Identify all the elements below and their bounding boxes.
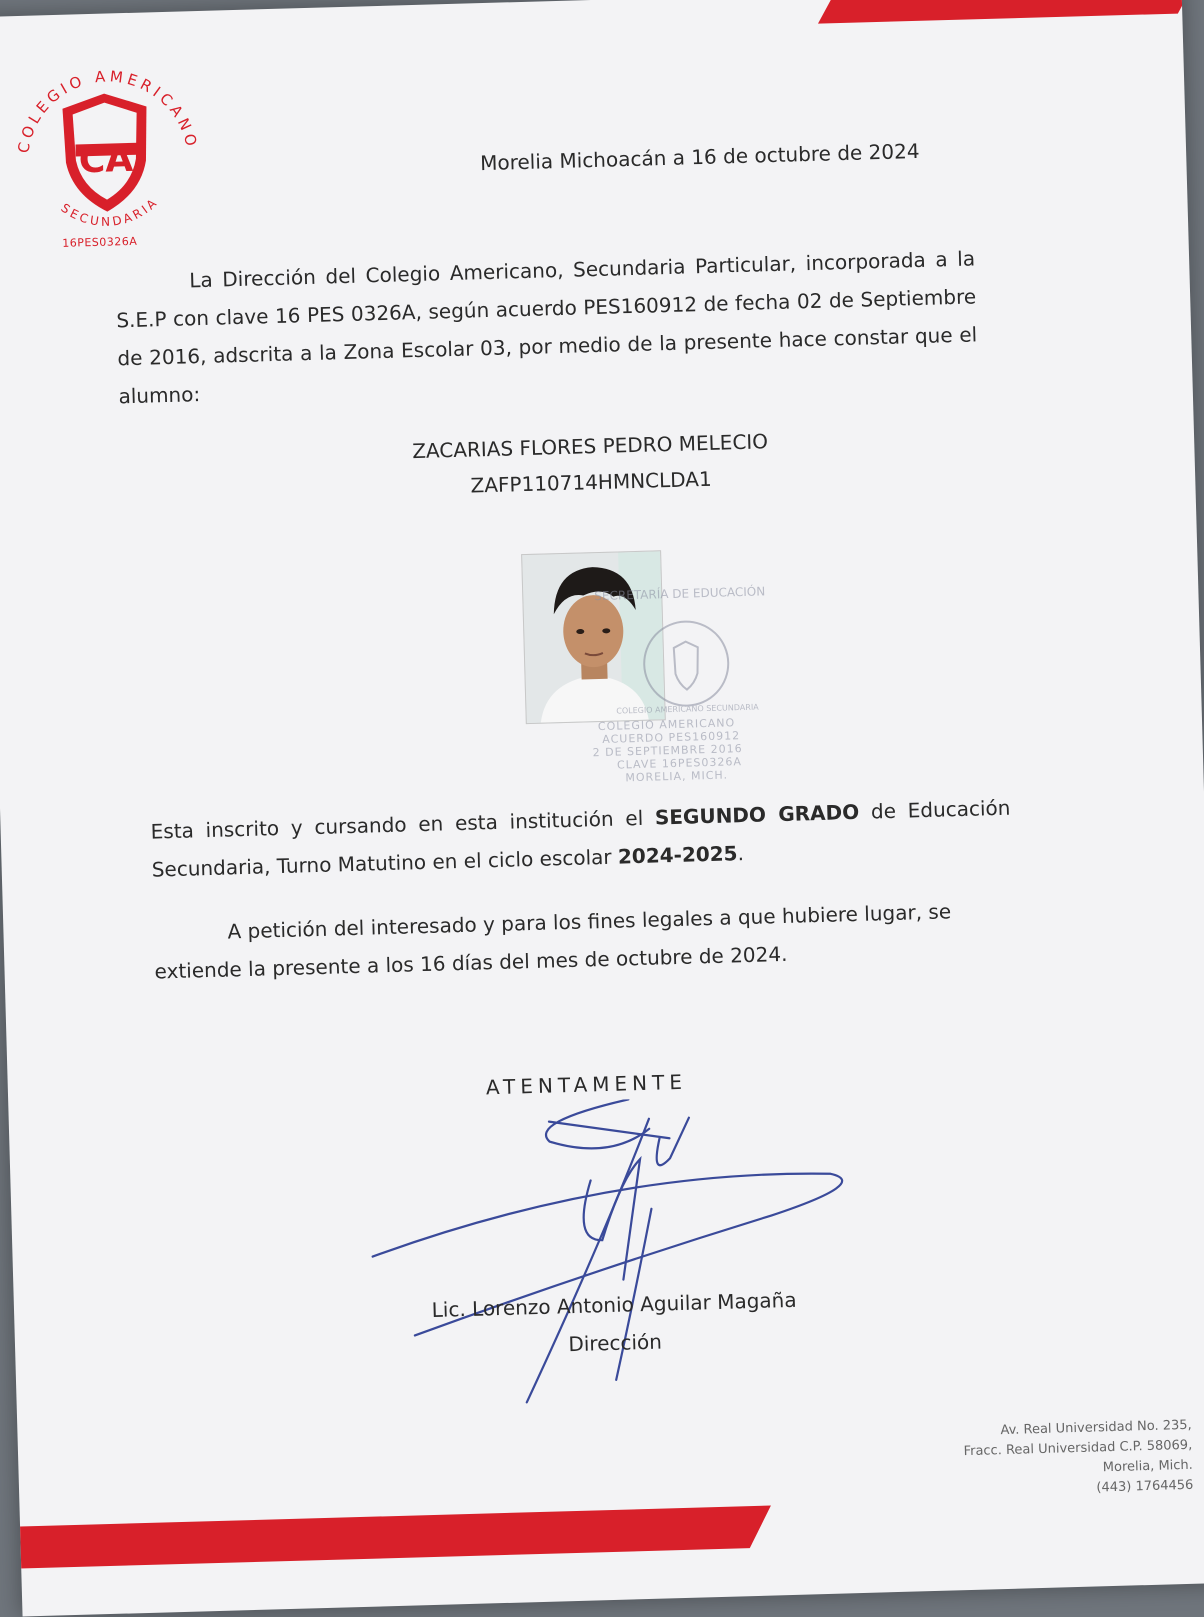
enrollment-paragraph <box>150 789 1012 889</box>
stamp-line: 2 DE SEPTIEMBRE 2016 <box>592 742 743 760</box>
signer-role: Dirección <box>568 1329 663 1357</box>
enrollment-text: . <box>737 841 745 866</box>
salutation: ATENTAMENTE <box>485 1069 688 1100</box>
stamp-center-text: COLEGIO AMERICANO SECUNDARIA <box>616 702 759 716</box>
official-stamp <box>574 580 819 787</box>
top-red-band <box>818 0 1204 24</box>
stamp-line: MORELIA, MICH. <box>625 768 729 785</box>
student-block <box>290 420 892 509</box>
address-line: Morelia, Mich. <box>1102 1457 1194 1476</box>
enrollment-cycle: 2024-2025 <box>617 841 738 869</box>
stamp-top-text: SECRETARÍA DE EDUCACIÓN <box>594 584 766 604</box>
stamp-line: COLEGIO AMERICANO <box>597 716 736 734</box>
closing-paragraph: A petición del interesado y para los fines legales a que hubiere lugar, se extiende la presente a los 16 días del mes de octubre de 2024. <box>154 899 952 984</box>
intro-paragraph: La Dirección del Colegio Americano, Secundaria Particular, incorporada a la S.E.P con clave 16 PES 0326A, según acuerdo PES160912 de fecha 02 de Septiembre de 2016, adscrita a la Zona Escolar 03, por medio de la presente hace constar que el alumno: <box>116 246 978 409</box>
date-line: Morelia Michoacán a 16 de octubre de 2024 <box>479 138 920 176</box>
footer-address <box>892 1416 1194 1504</box>
stamp-line: ACUERDO PES160912 <box>602 729 741 746</box>
signer-block <box>354 1279 876 1369</box>
student-curp: ZAFP110714HMNCLDA1 <box>470 466 712 498</box>
bottom-red-band <box>0 1506 771 1570</box>
logo-monogram: CA <box>78 138 134 182</box>
address-line: Av. Real Universidad No. 235, <box>1000 1417 1192 1439</box>
address-line: Fracc. Real Universidad C.P. 58069, <box>963 1437 1193 1460</box>
school-logo <box>3 51 208 247</box>
stamp-line: CLAVE 16PES0326A <box>616 755 743 772</box>
phone-line: (443) 1764456 <box>1096 1477 1194 1496</box>
handwritten-signature <box>348 1093 877 1427</box>
logo-arc-top-text: COLEGIO AMERICANO <box>14 67 202 155</box>
enrollment-grade: SEGUNDO GRADO <box>654 799 860 830</box>
enrollment-text: Esta inscrito y cursando en esta institución el <box>150 805 656 844</box>
enrollment-text: de Educación Secundaria, Turno Matutino en el ciclo escolar <box>151 795 1011 882</box>
student-name: ZACARIAS FLORES PEDRO MELECIO <box>411 429 769 464</box>
logo-arc-bottom-text: SECUNDARIA <box>58 194 162 229</box>
signer-name: Lic. Lorenzo Antonio Aguilar Magaña <box>431 1287 797 1322</box>
logo-code: 16PES0326A <box>62 234 138 250</box>
